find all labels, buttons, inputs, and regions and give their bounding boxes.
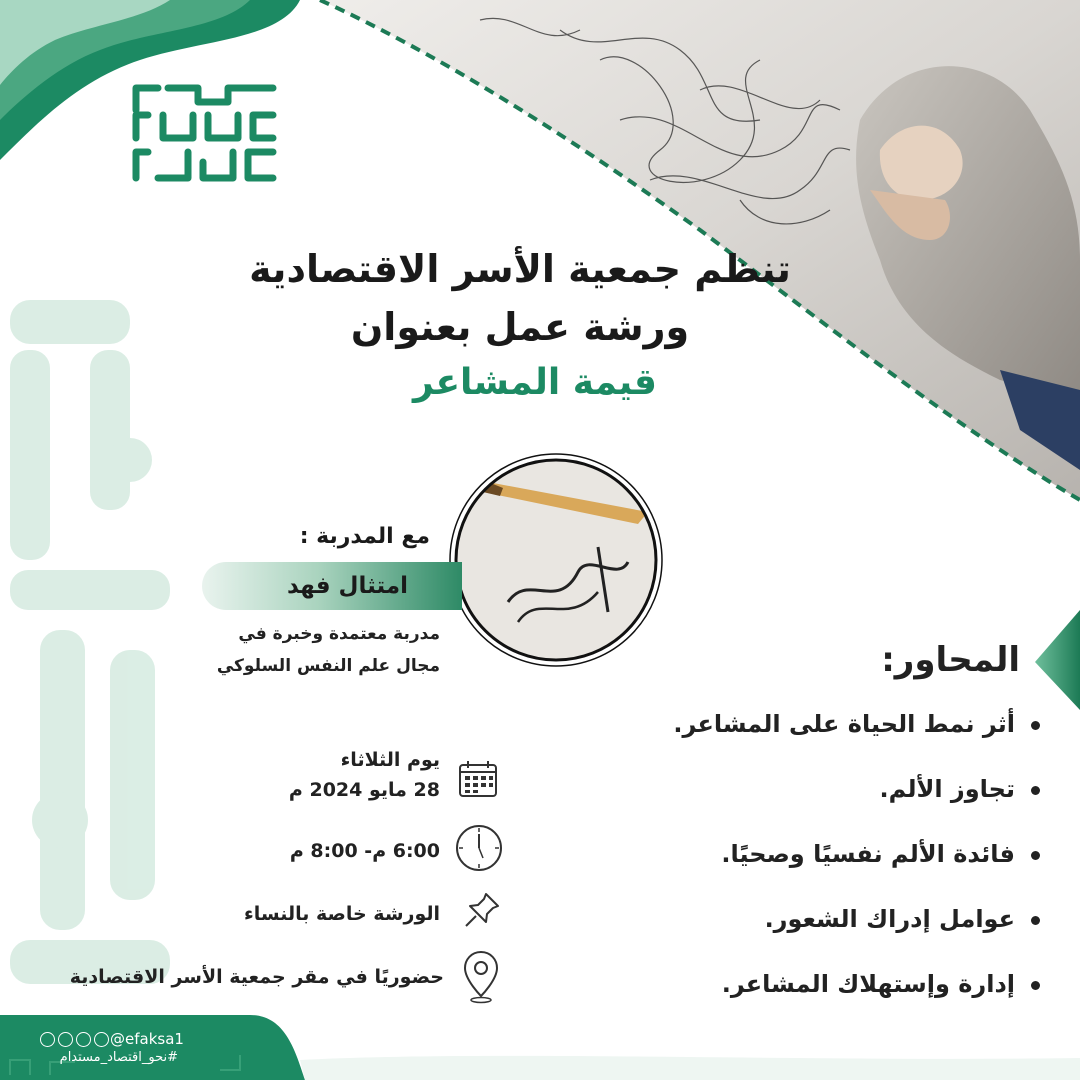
calendar-icon: [458, 760, 498, 798]
axis-item: إدارة وإستهلاك المشاعر.: [722, 970, 1040, 998]
trainer-bio-line2: مجال علم النفس السلوكي: [216, 656, 440, 676]
workshop-title: قيمة المشاعر: [413, 362, 657, 403]
snapchat-icon[interactable]: [58, 1032, 73, 1047]
location-icon: [462, 950, 500, 1004]
youtube-icon[interactable]: [76, 1032, 91, 1047]
event-date-value: 28 مايو 2024 م: [288, 779, 440, 801]
signature-text: امتثال بنت فهد: [549, 652, 556, 653]
event-time: 6:00 م- 8:00 م: [289, 840, 440, 862]
clock-icon: [455, 824, 503, 872]
bullet-icon: [1031, 786, 1040, 795]
event-location: حضوريًا في مقر جمعية الأسر الاقتصادية: [69, 966, 444, 988]
axis-item: تجاوز الألم.: [880, 775, 1040, 803]
trainer-bio: [200, 618, 440, 682]
twitter-icon[interactable]: [40, 1032, 55, 1047]
axis-item: فائدة الألم نفسيًا وصحيًا.: [721, 840, 1040, 868]
event-date: [240, 745, 440, 805]
trainer-with-label: مع المدربة :: [299, 524, 430, 549]
hashtag: #نحو_اقتصاد_مستدام: [59, 1050, 178, 1065]
bullet-icon: [1031, 851, 1040, 860]
trainer-signature-image: [448, 452, 664, 668]
trainer-bio-line1: مدربة معتمدة وخبرة في: [238, 624, 440, 644]
headline-line2: ورشة عمل بعنوان: [350, 305, 690, 349]
instagram-icon[interactable]: [94, 1032, 109, 1047]
social-handle[interactable]: @efaksa1: [110, 1030, 184, 1048]
axis-item: أثر نمط الحياة على المشاعر.: [673, 710, 1040, 738]
organization-logo: [128, 80, 278, 190]
bullet-icon: [1031, 721, 1040, 730]
bullet-icon: [1031, 916, 1040, 925]
pin-icon: [462, 890, 502, 930]
bullet-icon: [1031, 981, 1040, 990]
axis-item: عوامل إدراك الشعور.: [765, 905, 1040, 933]
headline: [230, 240, 810, 356]
axes-title: المحاور:: [881, 640, 1020, 680]
headline-line1: تنظم جمعية الأسر الاقتصادية: [249, 247, 791, 291]
trainer-name: امتثال فهد: [286, 573, 408, 599]
event-day: يوم الثلاثاء: [340, 749, 440, 771]
event-audience: الورشة خاصة بالنساء: [244, 903, 440, 925]
